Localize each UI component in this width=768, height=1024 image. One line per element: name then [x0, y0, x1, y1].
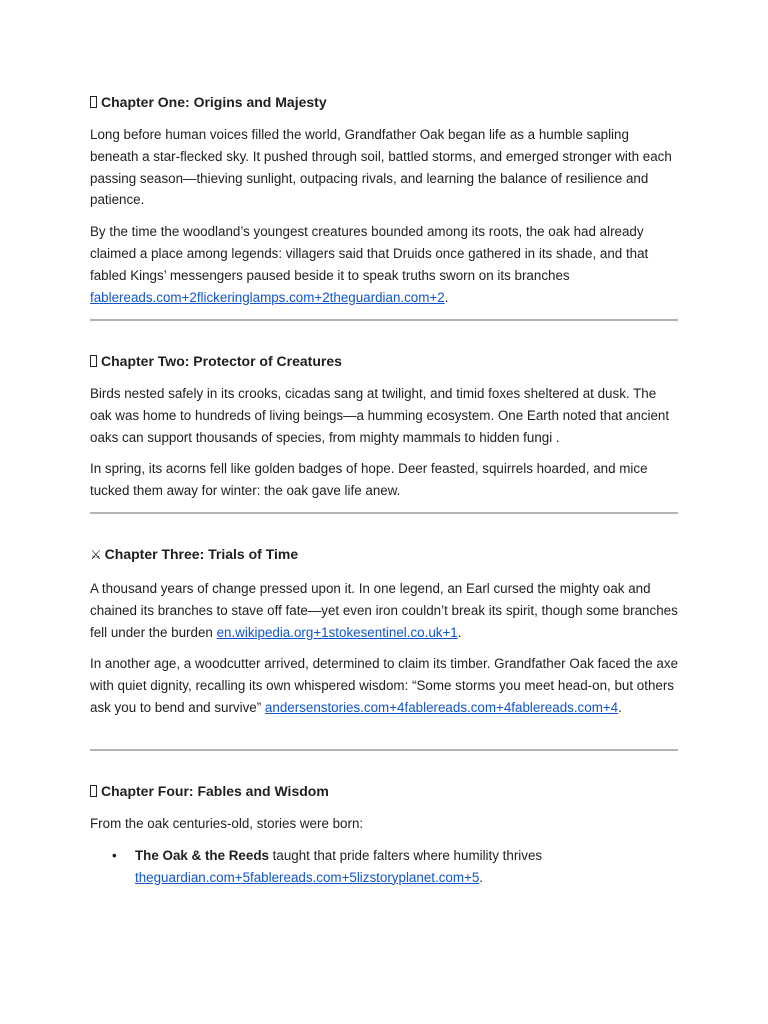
missing-glyph-icon — [90, 785, 97, 797]
citation-link[interactable]: fablereads.com+2flickeringlamps.com+2theguardian.com+2 — [90, 289, 445, 305]
paragraph-text: A thousand years of change pressed upon it. In one legend, an Earl cursed the mighty oak and chained its branches to stave off fate—yet even iron couldn’t break its spirit, though some branches fell under the burden — [90, 581, 678, 640]
citation-link[interactable]: en.wikipedia.org+1stokesentinel.co.uk+1 — [216, 624, 458, 640]
paragraph-text: Long before human voices filled the world, Grandfather Oak began life as a humble sapling beneath a star-flecked sky. It pushed through soil, battled storms, and emerged stronger with each passing season—thieving sunlight, outpacing rivals, and learning the balance of resilience and patience. — [90, 127, 672, 208]
chapter-heading — [90, 544, 678, 566]
bullet-icon: • — [112, 847, 117, 863]
paragraph — [90, 653, 678, 718]
chapter-two — [90, 351, 678, 502]
section-divider — [90, 512, 678, 514]
paragraph — [90, 578, 678, 643]
fable-list — [90, 845, 678, 889]
paragraph — [90, 813, 678, 835]
list-item-text: taught that pride falters where humility thrives — [268, 847, 543, 863]
chapter-heading — [90, 781, 678, 801]
chapter-heading — [90, 92, 678, 112]
punctuation: . — [457, 624, 462, 640]
chapter-title: Chapter One: Origins and Majesty — [101, 94, 327, 110]
paragraph — [90, 458, 678, 502]
chapter-three — [90, 544, 678, 719]
chapter-title: Chapter Three: Trials of Time — [104, 546, 299, 562]
paragraph-text: In another age, a woodcutter arrived, determined to claim its timber. Grandfather Oak faced the axe with quiet dignity, recalling its own whispered wisdom: “Some storms you meet head-on, but others ask you to bend and survive” — [90, 656, 679, 715]
chapter-title: Chapter Four: Fables and Wisdom — [101, 783, 329, 799]
missing-glyph-icon — [90, 355, 97, 367]
chapter-one — [90, 92, 678, 308]
paragraph-text: From the oak centuries-old, stories were born: — [90, 816, 364, 831]
paragraph-text: By the time the woodland’s youngest creatures bounded among its roots, the oak had already claimed a place among legends: villagers said that Druids once gathered in its shade, and that fabled Kings’ messengers paused beside it to speak truths sworn on its branches — [90, 224, 649, 283]
paragraph — [90, 383, 678, 448]
chapter-heading — [90, 351, 678, 371]
section-divider — [90, 319, 678, 321]
punctuation: . — [444, 289, 449, 305]
paragraph-text: In spring, its acorns fell like golden badges of hope. Deer feasted, squirrels hoarded, and mice tucked them away for winter: the oak gave life anew. — [90, 461, 648, 499]
punctuation: . — [479, 869, 484, 885]
list-item — [90, 845, 678, 889]
missing-glyph-icon — [90, 96, 97, 108]
paragraph — [90, 124, 678, 211]
paragraph-text: Birds nested safely in its crooks, cicadas sang at twilight, and timid foxes sheltered at dusk. The oak was home to hundreds of living beings—a humming ecosystem. One Earth noted that ancient oaks can support thousands of species, from mighty mammals to hidden fungi . — [90, 386, 670, 445]
crossed-swords-icon: ⚔ — [90, 548, 102, 563]
citation-link[interactable]: theguardian.com+5fablereads.com+5lizstoryplanet.com+5 — [135, 869, 480, 885]
chapter-title: Chapter Two: Protector of Creatures — [101, 353, 342, 369]
citation-link[interactable]: andersenstories.com+4fablereads.com+4fablereads.com+4 — [264, 699, 619, 715]
punctuation: . — [618, 699, 622, 715]
chapter-four — [90, 781, 678, 888]
section-divider — [90, 749, 678, 751]
paragraph — [90, 221, 678, 308]
fable-title: The Oak & the Reeds — [135, 847, 269, 863]
